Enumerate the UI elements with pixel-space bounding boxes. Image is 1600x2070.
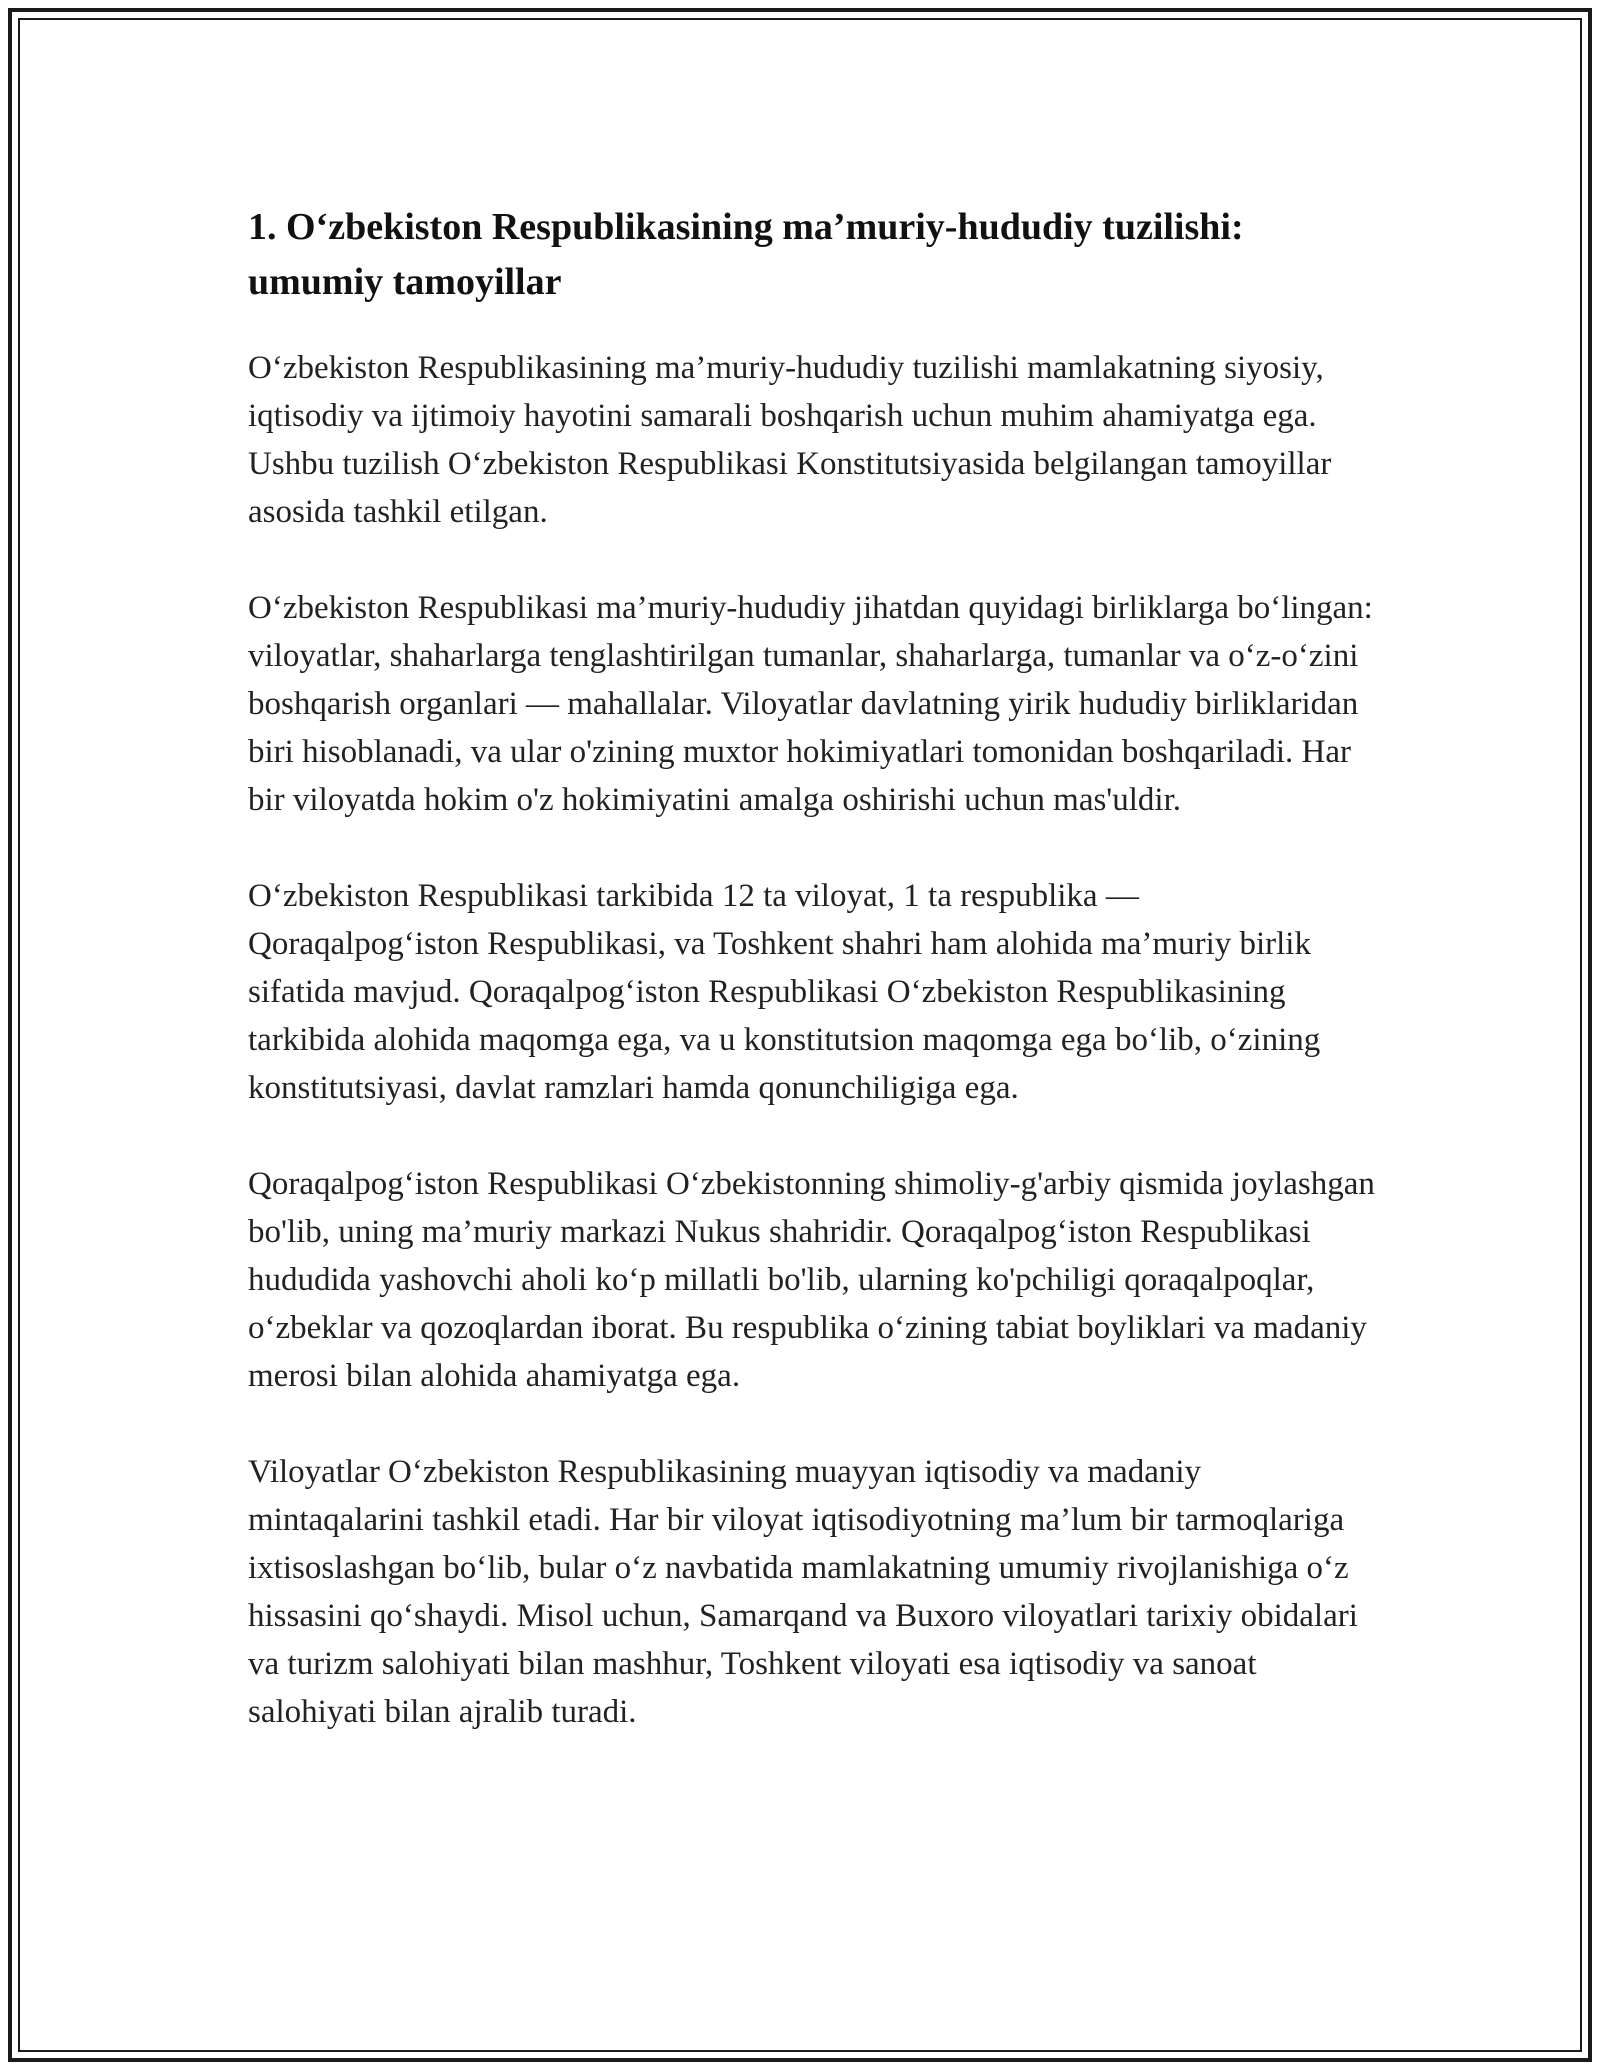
page-frame [8,8,1592,2062]
paragraph-2: O‘zbekiston Respublikasi ma’muriy-hududiy jihatdan quyidagi birliklarga bo‘lingan: viloyatlar, shaharlarga tenglashtirilgan tumanlar, shaharlarga, tumanlar va o‘z-o‘zini boshqarish organlari — mahallalar. Viloyatlar davlatning yirik hududiy birliklaridan biri hisoblanadi, va ular o'zining muxtor hokimiyatlari tomonidan boshqariladi. Har bir viloyatda hokim o'z hokimiyatini amalga oshirishi uchun mas'uldir. [248,590,1373,818]
paragraph-5: Viloyatlar O‘zbekiston Respublikasining muayyan iqtisodiy va madaniy mintaqalarini tashkil etadi. Har bir viloyat iqtisodiyotning ma’lum bir tarmoqlariga ixtisoslashgan bo‘lib, bular o‘z navbatida mamlakatning umumiy rivojlanishiga o‘z hissasini qo‘shaydi. Misol uchun, Samarqand va Buxoro viloyatlari tarixiy obidalari va turizm salohiyati bilan mashhur, Toshkent viloyati esa iqtisodiy va sanoat salohiyati bilan ajralib turadi. [248,1454,1358,1730]
paragraph-4: Qoraqalpog‘iston Respublikasi O‘zbekistonning shimoliy-g'arbiy qismida joylashgan bo'lib, uning ma’muriy markazi Nukus shahridir. Qoraqalpog‘iston Respublikasi hududida yashovchi aholi ko‘p millatli bo'lib, ularning ko'pchiligi qoraqalpoqlar, o‘zbeklar va qozoqlardan iborat. Bu respublika o‘zining tabiat boyliklari va madaniy merosi bilan alohida ahamiyatga ega. [248,1166,1375,1394]
section-heading: 1. O‘zbekiston Respublikasining ma’muriy-hududiy tuzilishi: umumiy tamoyillar [248,206,1244,303]
paragraph-1: O‘zbekiston Respublikasining ma’muriy-hududiy tuzilishi mamlakatning siyosiy, iqtisodiy va ijtimoiy hayotini samarali boshqarish uchun muhim ahamiyatga ega. Ushbu tuzilish O‘zbekiston Respublikasi Konstitutsiyasida belgilangan tamoyillar asosida tashkil etilgan. [248,350,1332,530]
paragraph-3: O‘zbekiston Respublikasi tarkibida 12 ta viloyat, 1 ta respublika — Qoraqalpog‘iston Respublikasi, va Toshkent shahri ham alohida ma’muriy birlik sifatida mavjud. Qoraqalpog‘iston Respublikasi O‘zbekiston Respublikasining tarkibida alohida maqomga ega, va u konstitutsion maqomga ega bo‘lib, o‘zining konstitutsiyasi, davlat ramzlari hamda qonunchiligiga ega. [248,878,1321,1106]
document-body [248,200,1378,1784]
